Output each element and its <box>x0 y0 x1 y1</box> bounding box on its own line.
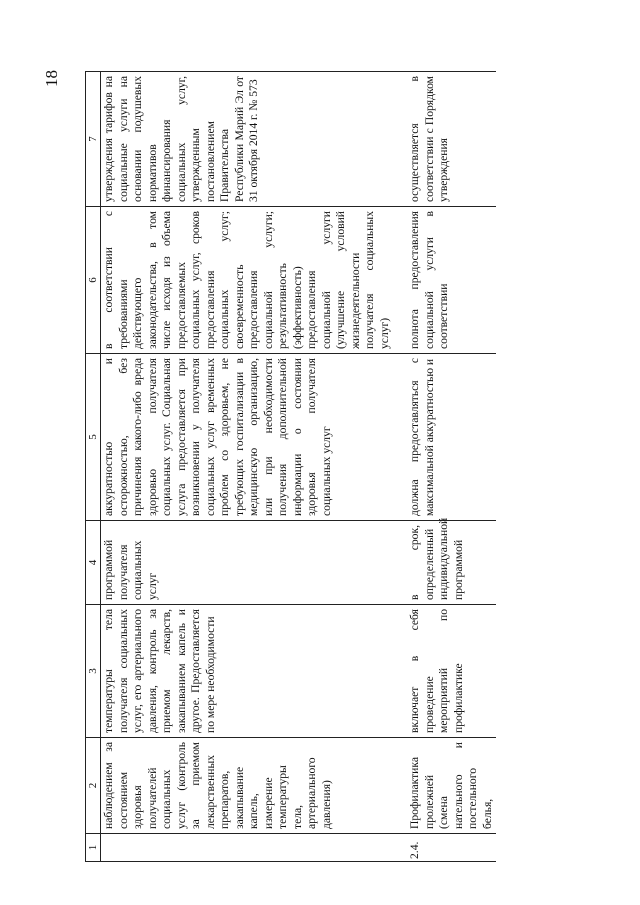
row-number <box>101 834 394 862</box>
service-description: температуры тела получателя социальных услуг, его артериального давления, контроль за приемом лекарств, закапыванием капель и другое. Предоставляется по мере необходимости <box>101 605 394 738</box>
service-term: программой получателя социальных услуг <box>101 521 394 605</box>
table-row <box>101 72 394 862</box>
table-header <box>86 72 101 862</box>
header-col-7: 7 <box>86 72 101 207</box>
row-number: 2.4. <box>407 834 496 862</box>
quality-indicators: полнота предоставления социальной услуги в соответствии <box>407 207 496 354</box>
service-description: включает в себя проведение мероприятий по профилактике <box>407 605 496 738</box>
service-conditions: должна предоставляться с максимальной аккуратностью и <box>407 354 496 521</box>
header-row <box>86 72 101 862</box>
service-name: Профилактика пролежней (смена нательного и постельного белья, <box>407 738 496 834</box>
page-number: 18 <box>42 70 61 87</box>
service-conditions: аккуратностью и осторожностью, без причинения какого-либо вреда здоровью получателя социальных услуг. Социальная услуга предоставляется при возникновении у получателя социальных услуг временных проблем со здоровьем, не требующих госпитализации в медицинскую организацию, или при необходимости получения дополнительной информации о состоянии здоровья получателя социальных услуг <box>101 354 394 521</box>
tariff-basis: утверждения тарифов на социальные услуги на основании подушевых нормативов финансирования социальных услуг, утвержденным постановлением Правительства Республики Марий Эл от 31 октября 2014 г. № 573 <box>101 72 394 207</box>
header-col-3: 3 <box>86 605 101 738</box>
tariff-basis: осуществляется в соответствии с Порядком утверждения <box>407 72 496 207</box>
header-col-1: 1 <box>86 834 101 862</box>
services-table <box>85 71 496 862</box>
quality-indicators: в соответствии с требованиями действующего законодательства, в том числе исходя из объема предоставляемых социальных услуг, сроков предоставления социальных услуг; своевременность предоставления социальной услуги; результативность (эффективность) предоставления социальной услуги (улучшение условий жизнедеятельности получателя социальных услуг) <box>101 207 394 354</box>
row-spacer <box>393 72 407 862</box>
header-col-2: 2 <box>86 738 101 834</box>
service-name: наблюдением за состоянием здоровья получателей социальных услуг (контроль за приемом лекарственных препаратов, закапывание капель, измерение температуры тела, артериального давления) <box>101 738 394 834</box>
header-col-4: 4 <box>86 521 101 605</box>
header-col-6: 6 <box>86 207 101 354</box>
header-col-5: 5 <box>86 354 101 521</box>
service-term: в срок, определенный индивидуальной программой <box>407 521 496 605</box>
table-row <box>407 72 496 862</box>
